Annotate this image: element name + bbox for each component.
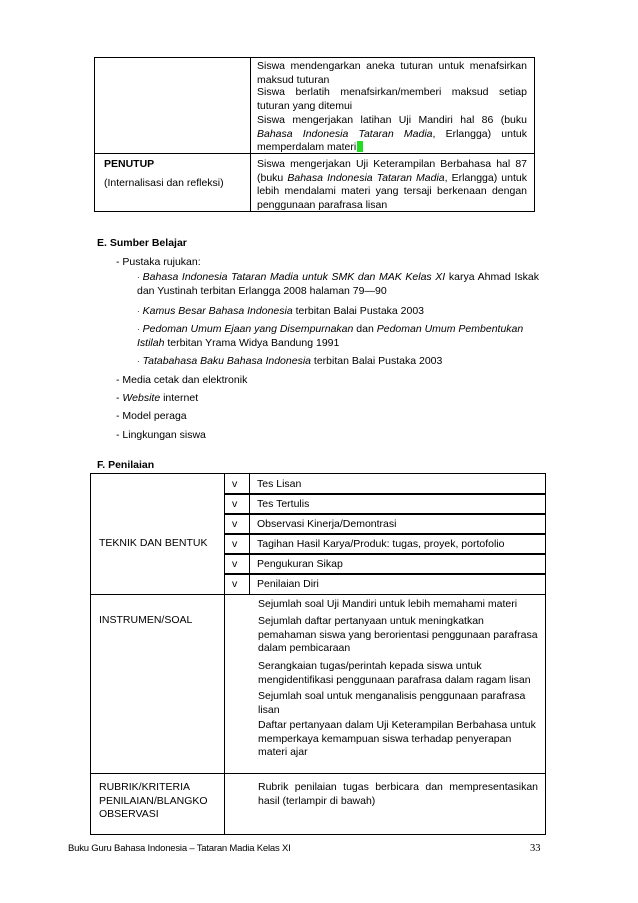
check-mark-icon: v <box>232 498 238 510</box>
bullet-icon: · <box>137 273 140 282</box>
sumber-website: - Website internet <box>116 392 199 404</box>
reference-item: · Pedoman Umum Ejaan yang Disempurnakan dan Pedoman Umum Pembentukan Istilah terbitan Yrama Widya Bandung 1991 <box>137 323 524 349</box>
penutup-subtitle: (Internalisasi dan refleksi) <box>104 177 224 189</box>
check-mark-icon: v <box>232 478 238 490</box>
rubrik-text: Rubrik penilaian tugas berbicara dan mempresentasikan hasil (terlampir di bawah) <box>258 781 538 807</box>
sumber-model: - Model peraga <box>116 410 187 422</box>
footer-book-title: Buku Guru Bahasa Indonesia – Tataran Madia Kelas XI <box>68 843 291 854</box>
check-mark-icon: v <box>232 558 238 570</box>
instrumen-item: Sejumlah soal Uji Mandiri untuk lebih memahami materi <box>258 598 518 610</box>
teknik-label: TEKNIK DAN BENTUK <box>99 537 208 549</box>
reference-item: · Kamus Besar Bahasa Indonesia terbitan Balai Pustaka 2003 <box>137 305 425 317</box>
activity-practice: Siswa berlatih menafsirkan/memberi maksud setiap tuturan yang ditemui <box>257 86 527 112</box>
instrumen-item: Sejumlah daftar pertanyaan untuk meningkatkan pemahaman siswa yang berorientasi penggunaan parafrasa dalam pembicaraan <box>258 615 538 655</box>
teknik-item: Tes Lisan <box>257 478 302 490</box>
teknik-item: Tes Tertulis <box>257 498 310 510</box>
instrumen-item: Sejumlah soal untuk menganalisis penggunaan parafrasa lisan <box>258 690 526 716</box>
instrumen-item: Serangkaian tugas/perintah kepada siswa untuk mengidentifikasi penggunaan parafrasa dalam ragam lisan <box>258 660 531 686</box>
reference-item: · Bahasa Indonesia Tataran Madia untuk SMK dan MAK Kelas XI karya Ahmad Iskak dan Yustinah terbitan Erlangga 2008 halaman 79—90 <box>137 271 540 297</box>
section-heading-sumber: E. Sumber Belajar <box>97 237 187 249</box>
text-cursor-icon <box>357 141 363 152</box>
reference-item: · Tatabahasa Baku Bahasa Indonesia terbitan Balai Pustaka 2003 <box>137 355 443 367</box>
activity-uji-mandiri: Siswa mengerjakan latihan Uji Mandiri hal 86 (buku Bahasa Indonesia Tataran Madia, Erlangga) untuk memperdalam materi <box>257 114 527 154</box>
section-heading-penilaian: F. Penilaian <box>97 459 155 471</box>
activity-listening: Siswa mendengarkan aneka tuturan untuk menafsirkan maksud tuturan <box>257 60 527 86</box>
sumber-media: - Media cetak dan elektronik <box>116 374 248 386</box>
check-mark-icon: v <box>232 538 238 550</box>
check-mark-icon: v <box>232 578 238 590</box>
pustaka-label: - Pustaka rujukan: <box>116 256 201 268</box>
instrumen-item: Daftar pertanyaan dalam Uji Keterampilan Berbahasa untuk memperkaya kemampuan siswa terhadap penyerapan materi ajar <box>258 719 536 759</box>
page-number: 33 <box>530 843 541 854</box>
teknik-item: Penilaian Diri <box>257 578 319 590</box>
check-mark-icon: v <box>232 518 238 530</box>
bullet-icon: · <box>137 307 140 316</box>
bullet-icon: · <box>137 325 140 334</box>
penutup-title: PENUTUP <box>104 158 155 170</box>
teknik-item: Tagihan Hasil Karya/Produk: tugas, proyek, portofolio <box>257 538 505 550</box>
penutup-activity: Siswa mengerjakan Uji Keterampilan Berbahasa hal 87 (buku Bahasa Indonesia Tataran Madia, Erlangga) untuk lebih mendalami materi yang tersaji berkenaan dengan penggunaan parafrasa lisan <box>257 158 527 211</box>
teknik-item: Observasi Kinerja/Demontrasi <box>257 518 397 530</box>
bullet-icon: · <box>137 357 140 366</box>
sumber-lingkungan: - Lingkungan siswa <box>116 429 206 441</box>
instrumen-label: INSTRUMEN/SOAL <box>99 614 193 626</box>
teknik-item: Pengukuran Sikap <box>257 558 343 570</box>
rubrik-label: RUBRIK/KRITERIA PENILAIAN/BLANGKO OBSERVASI <box>99 781 208 821</box>
